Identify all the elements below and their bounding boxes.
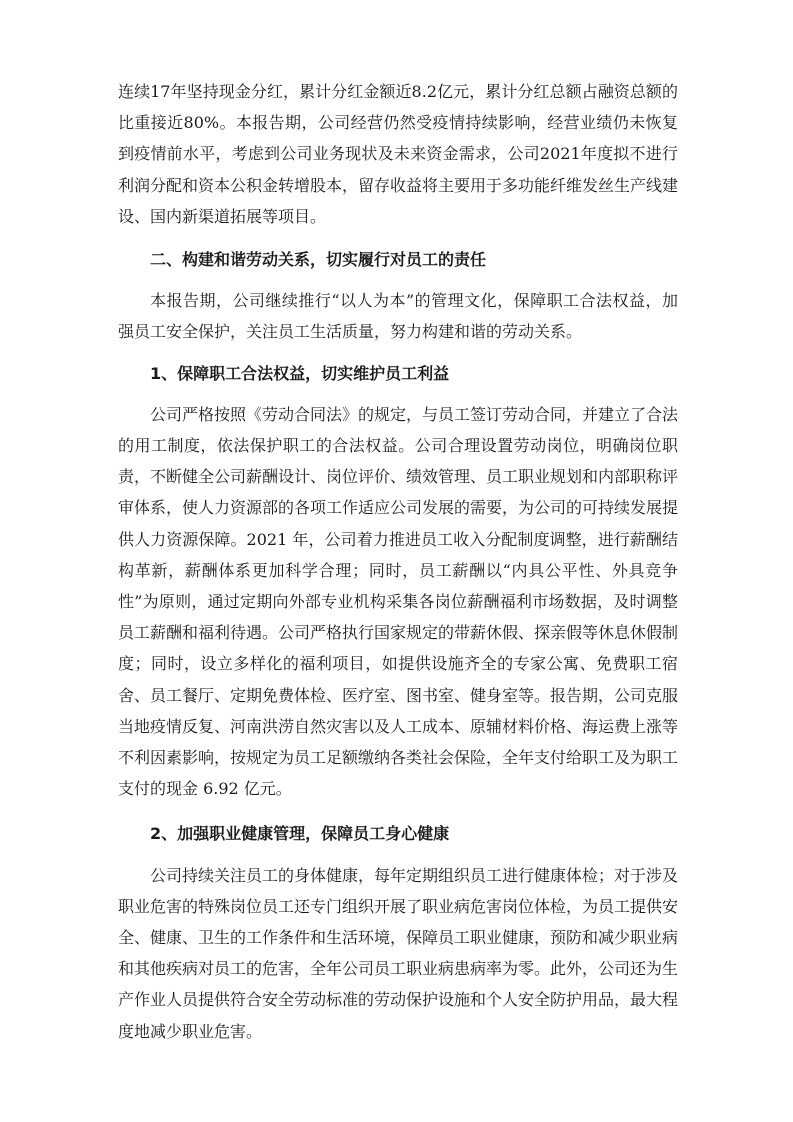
subsection-heading-occupational-health: 2、加强职业健康管理，保障员工身心健康 [150, 824, 450, 844]
spacer [118, 275, 678, 285]
paragraph-labor-relations-intro: 本报告期，公司继续推行“以人为本”的管理文化，保障职工合法权益，加强员工安全保护，关注员工生活质量，努力构建和谐的劳动关系。 [118, 291, 678, 342]
spacer [118, 232, 678, 244]
spacer [118, 389, 678, 399]
paragraph-occupational-health: 公司持续关注员工的身体健康，每年定期组织员工进行健康体检；对于涉及职业危害的特殊岗位员工还专门组织开展了职业病危害岗位体检，为员工提供安全、健康、卫生的工作条件和生活环境，保障员工职业健康，预防和减少职业病和其他疾病对员工的危害，全年公司员工职业病患病率为零。此外，公司还为生产作业人员提供符合安全劳动标准的劳动保护设施和个人安全防护用品，最大程度地减少职业危害。 [118, 865, 679, 1041]
spacer [118, 850, 678, 860]
section-heading-labor-relations: 二、构建和谐劳动关系，切实履行对员工的责任 [150, 250, 487, 270]
subsection-heading-employee-rights: 1、保障职工合法权益，切实维护员工利益 [150, 363, 450, 383]
paragraph-dividend-policy: 连续17年坚持现金分红，累计分红金额近8.2亿元，累计分红总额占融资总额的比重接近80%。本报告期，公司经营仍然受疫情持续影响，经营业绩仍未恢复到疫情前水平，考虑到公司业务现状及未来资金需求，公司2021年度拟不进行利润分配和资本公积金转增股本，留存收益将主要用于多功能纤维发丝生产线建设、国内新渠道拓展等项目。 [118, 82, 679, 226]
paragraph-employee-rights: 公司严格按照《劳动合同法》的规定，与员工签订劳动合同，并建立了合法的用工制度，依法保护职工的合法权益。公司合理设置劳动岗位，明确岗位职责，不断健全公司薪酬设计、岗位评价、绩效管理、员工职业规划和内部职称评审体系，使人力资源部的各项工作适应公司发展的需要，为公司的可持续发展提供人力资源保障。2021 年，公司着力推进员工收入分配制度调整，进行薪酬结构革新，薪酬体系更加科学合理；同时，员工薪酬以“内具公平性、外具竞争性”为原则，通过定期向外部专业机构采集各岗位薪酬福利市场数据，及时调整员工薪酬和福利待遇。公司严格执行国家规定的带薪休假、探亲假等休息休假制度；同时，设立多样化的福利项目，如提供设施齐全的专家公寓、免费职工宿舍、员工餐厅、定期免费体检、医疗室、图书室、健身室等。报告期，公司克服当地疫情反复、河南洪涝自然灾害以及人工成本、原辅材料价格、海运费上涨等不利因素影响，按规定为员工足额缴纳各类社会保险，全年支付给职工及为职工支付的现金 6.92 亿元。 [118, 404, 679, 799]
spacer [118, 804, 678, 818]
spacer [118, 348, 678, 358]
document-body [118, 76, 678, 1047]
